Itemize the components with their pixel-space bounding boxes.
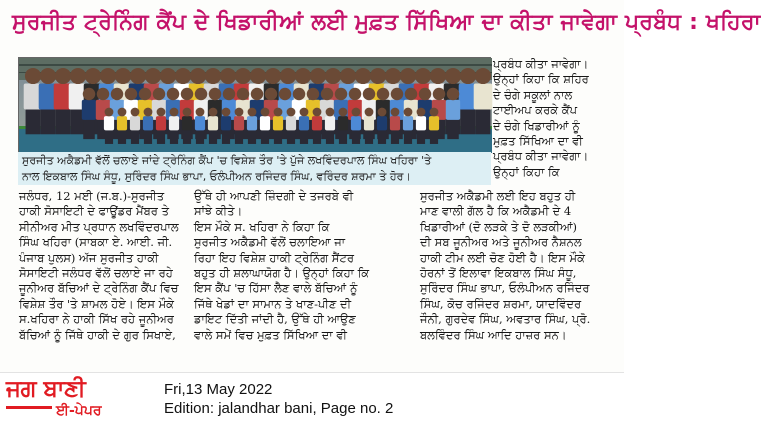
text-line: ਸਾਂਝੇ ਕੀਤੇ। xyxy=(194,204,243,219)
logo-bar xyxy=(6,406,52,409)
text-line: ਉਨ੍ਹਾਂ ਕਿਹਾ ਕਿ xyxy=(493,164,560,179)
photo-person xyxy=(182,108,192,144)
article-column-1 xyxy=(19,189,183,343)
text-line: ਦੇ ਚੰਗੇ ਸਕੂਲਾਂ ਨਾਲ xyxy=(493,87,573,102)
photo-person xyxy=(312,108,322,144)
text-line: ਉਨ੍ਹਾਂ ਕਿਹਾ ਕਿ ਸ਼ਹਿਰ xyxy=(493,72,589,87)
photo-person xyxy=(325,108,335,144)
edition-date: Fri,13 May 2022 xyxy=(164,381,273,398)
text-line: ਸੁਰਜੀਤ ਅਕੈਡਮੀ ਵੱਲੋਂ ਚਲਾਇਆ ਜਾ xyxy=(194,235,346,250)
photo-person xyxy=(117,108,127,144)
photo-person xyxy=(416,108,426,144)
photo-caption xyxy=(18,152,491,185)
edition-page: Edition: jalandhar bani, Page no. 2 xyxy=(164,400,394,417)
text-line: ਰਿਹਾ ਇਹ ਵਿਸ਼ੇਸ਼ ਹਾਕੀ ਟ੍ਰੇਨਿੰਗ ਸੈਂਟਰ xyxy=(194,250,354,265)
photo-person xyxy=(403,108,413,144)
text-line: ਹੋਰਨਾਂ ਤੋਂ ਇਲਾਵਾ ਇਕਬਾਲ ਸਿੰਘ ਸੰਧੂ, xyxy=(420,266,577,281)
photo-person xyxy=(351,108,361,144)
caption-line: ਸੁਰਜੀਤ ਅਕੈਡਮੀ ਵੱਲੋਂ ਚਲਾਏ ਜਾਂਦੇ ਟ੍ਰੇਨਿੰਗ ਕੈਂਪ 'ਚ ਵਿਸ਼ੇਸ਼ ਤੌਰ 'ਤੇ ਪੁੱਜੇ ਲਖਵਿੰਦਰਪਾਲ ਸਿੰਘ ਖਹਿਰਾ 'ਤੇ xyxy=(22,154,432,167)
text-line: ਜੌਨੀ, ਗੁਰਦੇਵ ਸਿੰਘ, ਅਵਤਾਰ ਸਿੰਘ, ਪ੍ਰੋ. xyxy=(420,312,591,327)
photo-person xyxy=(208,108,218,144)
text-line: ਪ੍ਰਬੰਧ ਕੀਤਾ ਜਾਵੇਗਾ। xyxy=(493,149,589,164)
photo-person xyxy=(221,108,231,144)
photo-person xyxy=(390,108,400,144)
text-line: ਸ.ਖਹਿਰਾ ਨੇ ਹਾਕੀ ਸਿੱਖ ਰਹੇ ਜੂਨੀਅਰ xyxy=(19,312,174,327)
photo-person xyxy=(143,108,153,144)
text-line: ਪੰਜਾਬ ਪੁਲਸ) ਅੱਜ ਸੁਰਜੀਤ ਹਾਕੀ xyxy=(19,250,159,265)
photo-person xyxy=(273,108,283,144)
text-line: ਦੀ ਸਬ ਜੂਨੀਅਰ ਅਤੇ ਜੂਨੀਅਰ ਨੈਸ਼ਨਲ xyxy=(420,235,582,250)
photo-person xyxy=(364,108,374,144)
text-line: ਬਹੁਤ ਹੀ ਸ਼ਲਾਘਾਯੋਗ ਹੈ। ਉਨ੍ਹਾਂ ਕਿਹਾ ਕਿ xyxy=(194,266,370,281)
article-column-right-top xyxy=(493,57,621,180)
text-line: ਬੱਚਿਆਂ ਨੂੰ ਜਿੱਥੇ ਹਾਕੀ ਦੇ ਗੁਰ ਸਿਖਾਏ, xyxy=(19,327,176,342)
text-line: ਮਾਣ ਵਾਲੀ ਗੱਲ ਹੈ ਕਿ ਅਕੈਡਮੀ ਦੇ 4 xyxy=(420,204,572,219)
photo-person xyxy=(130,108,140,144)
text-line: ਦੇ ਚੰਗੇ ਖਿਡਾਰੀਆਂ ਨੂੰ xyxy=(493,118,580,133)
photo-person xyxy=(260,108,270,144)
photo-person xyxy=(169,108,179,144)
text-line: ਡਾਇਟ ਦਿੱਤੀ ਜਾਂਦੀ ਹੈ, ਉੱਥੇ ਹੀ ਆਉਣ xyxy=(194,312,356,327)
photo-person xyxy=(247,108,257,144)
text-line: ਬਲਵਿੰਦਰ ਸਿੰਘ ਆਦਿ ਹਾਜ਼ਰ ਸਨ। xyxy=(420,327,567,342)
text-line: ਸਿੰਘ, ਕੋਚ ਰਜਿੰਦਰ ਸ਼ਰਮਾ, ਯਾਦਵਿੰਦਰ xyxy=(420,296,582,311)
text-line: ਟਾਈਅਪ ਕਰਕੇ ਕੈਂਪ xyxy=(493,103,578,118)
photo-person xyxy=(156,108,166,144)
text-line: ਸੋਸਾਇਟੀ ਜਲੰਧਰ ਵੱਲੋਂ ਚਲਾਏ ਜਾ ਰਹੇ xyxy=(19,266,173,281)
photo-image xyxy=(19,58,492,153)
text-line: ਇਸ ਕੈਂਪ 'ਚ ਹਿੱਸਾ ਲੈਣ ਵਾਲੇ ਬੱਚਿਆਂ ਨੂੰ xyxy=(194,281,358,296)
article-column-2 xyxy=(194,189,410,343)
text-line: ਵਿਸ਼ੇਸ਼ ਤੌਰ 'ਤੇ ਸ਼ਾਮਲ ਹੋਏ। ਇਸ ਮੌਕੇ xyxy=(19,296,174,311)
text-line: ਸੁਰਿੰਦਰ ਸਿੰਘ ਭਾਪਾ, ਓਲੰਪੀਅਨ ਰਜਿੰਦਰ xyxy=(420,281,590,296)
photo-person xyxy=(377,108,387,144)
photo-person xyxy=(299,108,309,144)
text-line: ਜੂਨੀਅਰ ਬੱਚਿਆਂ ਦੇ ਟ੍ਰੇਨਿੰਗ ਕੈਂਪ ਵਿਚ xyxy=(19,281,179,296)
headline: ਸੁਰਜੀਤ ਟ੍ਰੇਨਿੰਗ ਕੈਂਪ ਦੇ ਖਿਡਾਰੀਆਂ ਲਈ ਮੁਫ਼ਤ ਸਿੱਖਿਆ ਦਾ ਕੀਤਾ ਜਾਵੇਗਾ ਪ੍ਰਬੰਧ : ਖਹਿਰਾ xyxy=(12,10,761,35)
text-line: ਮੁਫ਼ਤ ਸਿੱਖਿਆ ਦਾ ਵੀ xyxy=(493,134,583,149)
text-line: ਸੀਨੀਅਰ ਮੀਤ ਪ੍ਰਧਾਨ ਲਖਵਿੰਦਰਪਾਲ xyxy=(19,219,179,234)
text-line: ਸਿੰਘ ਖਹਿਰਾ (ਸਾਬਕਾ ਏ. ਆਈ. ਜੀ. xyxy=(19,235,173,250)
text-line: ਹਾਕੀ ਟੀਮ ਲਈ ਚੋਣ ਹੋਈ ਹੈ। ਇਸ ਮੌਕੇ xyxy=(420,250,585,265)
text-line: ਹਾਕੀ ਸੋਸਾਇਟੀ ਦੇ ਫਾਊਂਡਰ ਮੈਂਬਰ ਤੇ xyxy=(19,204,169,219)
logo-title: ਜਗ ਬਾਣੀ xyxy=(6,376,86,402)
logo-subtitle: ਈ-ਪੇਪਰ xyxy=(56,403,102,419)
jagbani-logo[interactable] xyxy=(6,376,154,422)
group-photo xyxy=(18,57,491,152)
photo-person xyxy=(195,108,205,144)
article-column-3 xyxy=(420,189,618,343)
text-line: ਜਲੰਧਰ, 12 ਮਈ (ਜ.ਬ.)-ਸੁਰਜੀਤ xyxy=(19,189,165,203)
text-line: ਖਿਡਾਰੀਆਂ (ਦੋ ਲੜਕੇ ਤੇ ਦੋ ਲੜਕੀਆਂ) xyxy=(420,219,577,234)
photo-person xyxy=(286,108,296,144)
text-line: ਪ੍ਰਬੰਧ ਕੀਤਾ ਜਾਵੇਗਾ। xyxy=(493,57,589,71)
text-line: ਉੱਥੇ ਹੀ ਆਪਣੀ ਜ਼ਿੰਦਗੀ ਦੇ ਤਜਰਬੇ ਵੀ xyxy=(194,189,354,203)
photo-person xyxy=(82,88,96,139)
edition-info xyxy=(164,380,393,418)
photo-person xyxy=(338,108,348,144)
caption-line: ਨਾਲ ਇਕਬਾਲ ਸਿੰਘ ਸੰਧੂ, ਸੁਰਿੰਦਰ ਸਿੰਘ ਭਾਪਾ, ਓਲੰਪੀਅਨ ਰਜਿੰਦਰ ਸਿੰਘ, ਵਰਿੰਦਰ ਸ਼ਰਮਾ ਤੇ ਹੋਰ। xyxy=(22,170,411,183)
text-line: ਇਸ ਮੌਕੇ ਸ. ਖਹਿਰਾ ਨੇ ਕਿਹਾ ਕਿ xyxy=(194,219,330,234)
photo-person xyxy=(104,108,114,144)
photo-person xyxy=(234,108,244,144)
text-line: ਜਿੱਥੇ ਖੇਡਾਂ ਦਾ ਸਾਮਾਨ ਤੇ ਖਾਣ-ਪੀਣ ਦੀ xyxy=(194,296,352,311)
text-line: ਵਾਲੇ ਸਮੇਂ ਵਿਚ ਮੁਫ਼ਤ ਸਿੱਖਿਆ ਦਾ ਵੀ xyxy=(194,327,347,342)
photo-person xyxy=(446,88,460,139)
text-line: ਸੁਰਜੀਤ ਅਕੈਡਮੀ ਲਈ ਇਹ ਬਹੁਤ ਹੀ xyxy=(420,189,576,203)
photo-person xyxy=(474,68,493,134)
photo-person xyxy=(429,108,439,144)
